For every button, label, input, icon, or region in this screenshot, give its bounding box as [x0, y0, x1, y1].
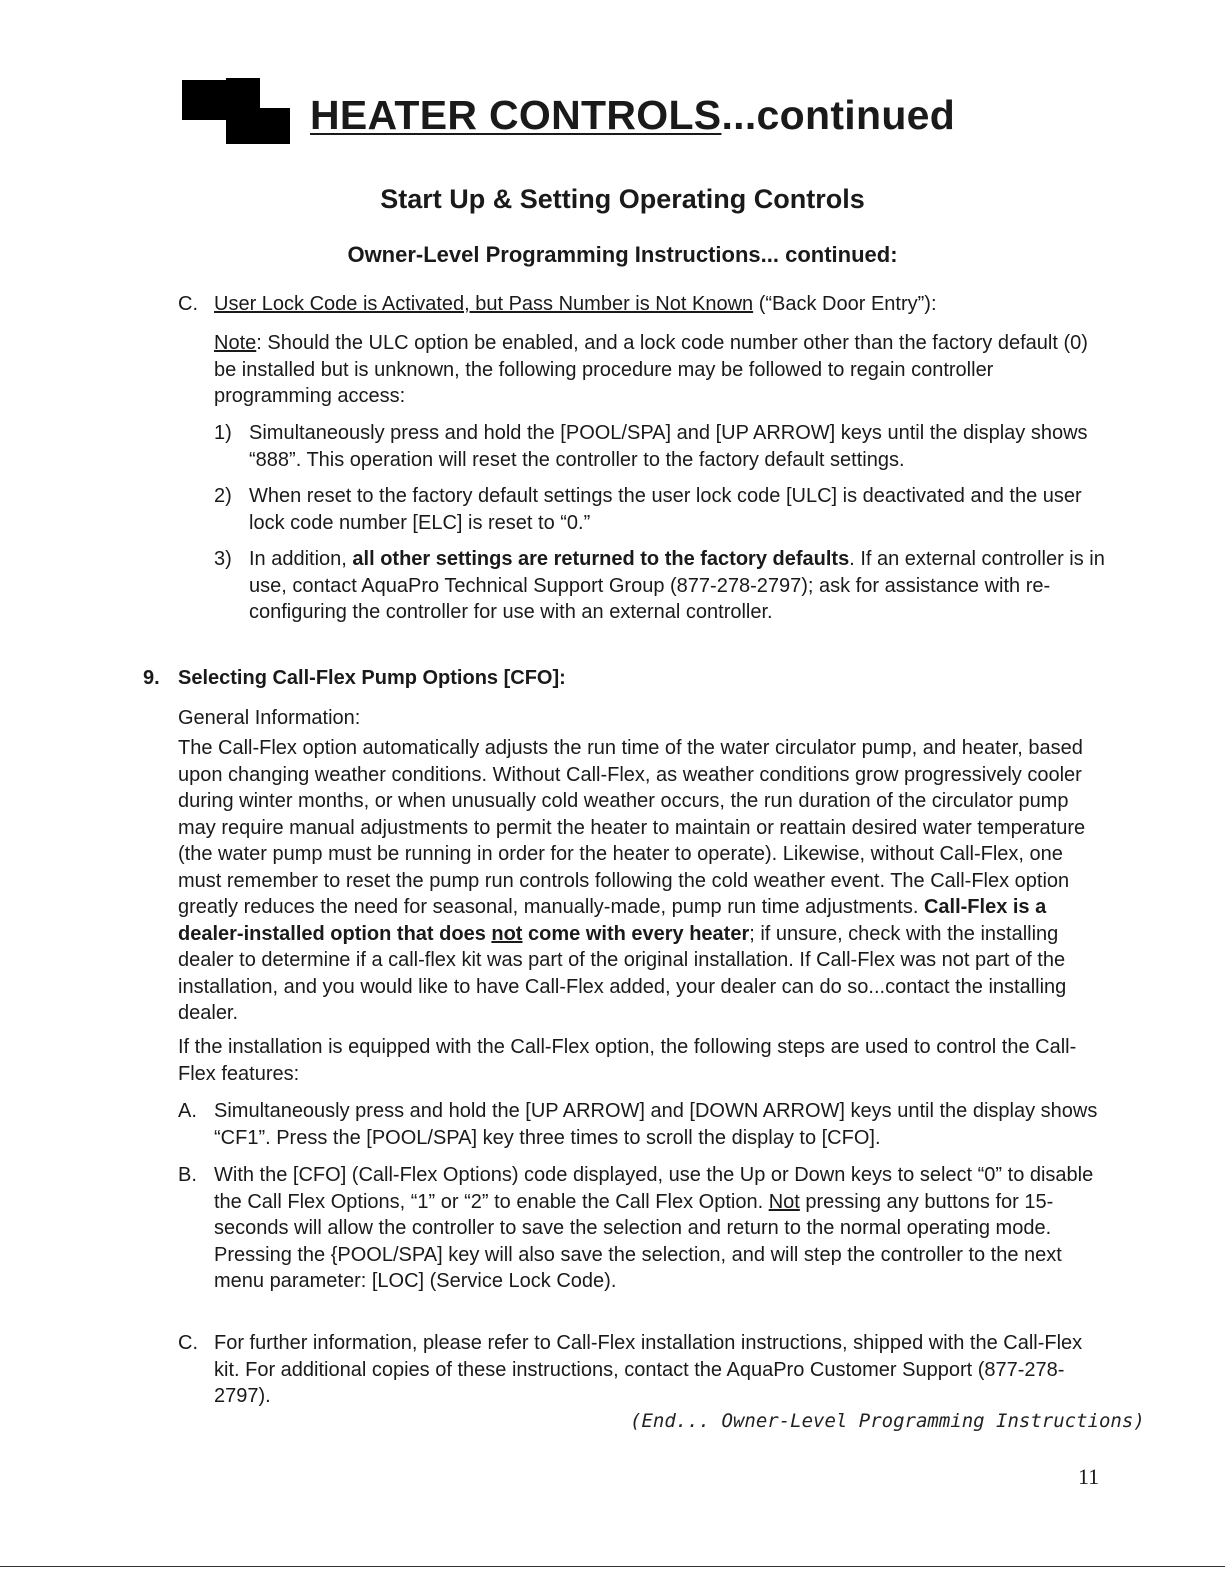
section-subtitle: Start Up & Setting Operating Controls — [380, 184, 865, 214]
step-b-text-post: pressing any buttons for 15-seconds will allow the controller to save the selection and return to the normal operating mode. Pressing the {POOL/SPA] key will also save the selection, and will step the controller to the next menu parameter: [LOC] (Service Lock Code). — [214, 1190, 1062, 1292]
step-1-marker: 1) — [214, 422, 232, 444]
step-3-text — [249, 546, 1109, 626]
step-a-marker: A. — [178, 1100, 197, 1122]
step-3-text-pre: In addition, — [249, 548, 353, 570]
section-c-heading-text: User Lock Code is Activated, but Pass Number is Not Known — [214, 293, 754, 315]
section-subtitle-secondary: Owner-Level Programming Instructions... continued: — [347, 242, 898, 267]
page-title-main: HEATER CONTROLS — [310, 92, 722, 138]
step-c-text: For further information, please refer to Call-Flex installation instructions, shipped with the Call-Flex kit. For additional copies of these instructions, contact the AquaPro Customer Support (877-278-2797). — [214, 1332, 1083, 1407]
note-text: : Should the ULC option be enabled, and a lock code number other than the factory default (0) be installed but is unknown, the following procedure may be followed to regain controller programming access: — [214, 332, 1088, 407]
description-bold-not: not — [491, 922, 523, 945]
section-c-note — [214, 330, 1104, 410]
step-c-marker: C. — [178, 1332, 198, 1354]
step-b-text-pre: With the [CFO] (Call-Flex Options) code displayed, use the Up or Down keys to select “0” to disable the Call Flex Options, “1” or “2” to enable the Call Flex Option. — [214, 1164, 1094, 1213]
section-c-heading — [214, 291, 1114, 318]
step-3-text-bold: all other settings are returned to the factory defaults — [352, 548, 850, 570]
step-b-text-not: Not — [768, 1190, 800, 1213]
step-2-marker: 2) — [214, 485, 232, 507]
step-3-text-post: . If an external controller is in use, contact AquaPro Technical Support Group (877-278-2797); ask for assistance with re-configuring the controller for use with an external controller. — [249, 548, 1105, 623]
bottom-divider — [0, 1566, 1225, 1567]
page-number: 11 — [1078, 1464, 1100, 1489]
note-label: Note — [214, 332, 257, 354]
step-b-text — [214, 1162, 1110, 1295]
step-b-marker: B. — [178, 1164, 197, 1186]
end-note: (End... Owner-Level Programming Instructions) — [630, 1410, 1145, 1432]
section-tab-icon — [182, 78, 292, 148]
call-flex-description — [178, 735, 1110, 1027]
description-bold-2: come with every heater — [522, 922, 750, 945]
description-text: The Call-Flex option automatically adjusts the run time of the water circulator pump, and heater, based upon changing weather conditions. Without Call-Flex, as weather conditions grow progressively cooler during winter months, or when unusually cold weather occurs, the run duration of the circulator pump may require manual adjustments to permit the heater to maintain or reattain desired water temperature (the water pump must be running in order for the heater to operate). Likewise, without Call-Flex, one must remember to reset the pump run controls following the cold weather event. The Call-Flex option greatly reduces the need for seasonal, manually-made, pump run time adjustments. — [178, 737, 1086, 918]
section-c-heading-suffix: (“Back Door Entry”): — [753, 293, 937, 315]
section-c-marker: C. — [178, 293, 198, 315]
section-9-heading: Selecting Call-Flex Pump Options [CFO]: — [178, 667, 566, 689]
section-9-marker: 9. — [143, 667, 160, 689]
step-1-text: Simultaneously press and hold the [POOL/SPA] and [UP ARROW] keys until the display shows “888”. This operation will reset the controller to the factory default settings. — [249, 422, 1088, 471]
page-title-suffix: ...continued — [721, 92, 956, 138]
step-2-text: When reset to the factory default settings the user lock code [ULC] is deactivated and the user lock code number [ELC] is reset to “0.” — [249, 485, 1082, 534]
page-title — [310, 92, 955, 139]
step-a-text: Simultaneously press and hold the [UP ARROW] and [DOWN ARROW] keys until the display shows “CF1”. Press the [POOL/SPA] key three times to scroll the display to [CFO]. — [214, 1100, 1098, 1149]
description-bold-1: Call-Flex is a dealer-installed option that does — [178, 896, 1047, 945]
description-text-post: ; if unsure, check with the installing dealer to determine if a call-flex kit was part of the original installation. If Call-Flex was not part of the installation, and you would like to have Call-Flex added, your dealer can do so...contact the installing dealer. — [178, 922, 1067, 1024]
general-information-label: General Information: — [178, 707, 361, 729]
call-flex-intro: If the installation is equipped with the Call-Flex option, the following steps are used to control the Call-Flex features: — [178, 1036, 1077, 1085]
step-3-marker: 3) — [214, 548, 232, 570]
